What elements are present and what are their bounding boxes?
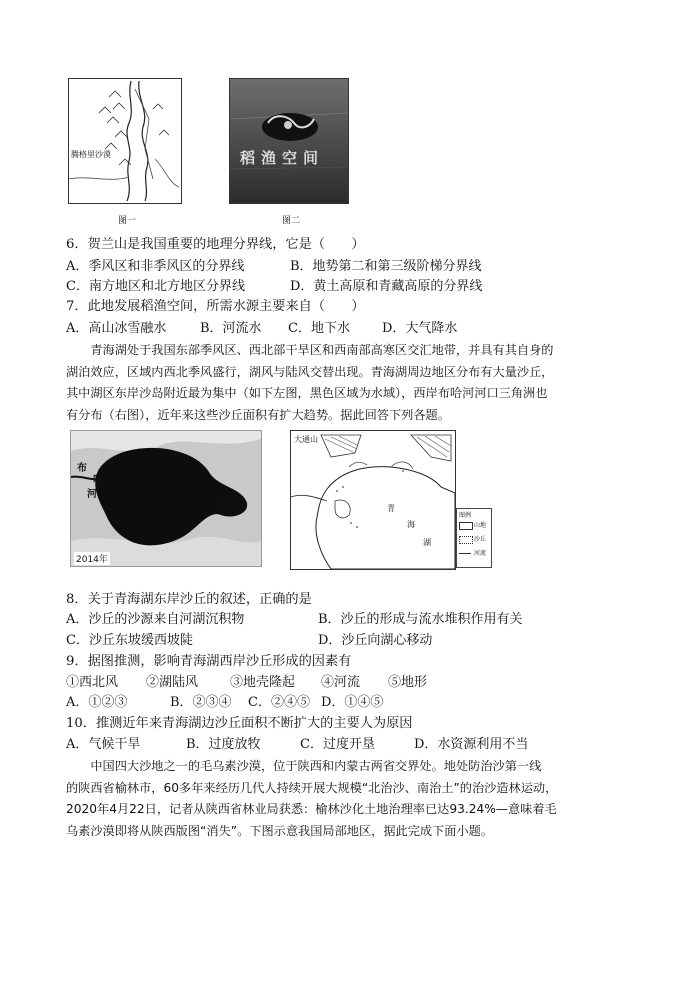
map-label-shadao: 沙岛 [219,501,239,512]
figure-1-caption: 图一 [118,216,137,226]
map-label-datong-shan: 大通山 [294,435,318,444]
question-9-option-b: B．②③④ [170,695,232,710]
question-9-factor-5: ⑤地形 [388,675,428,690]
question-9-option-a: A．①②③ [66,695,128,710]
question-9-factor-3: ③地壳隆起 [230,675,296,690]
legend-river-label: 河流 [474,550,487,557]
map-year-label: 2014年 [74,552,110,565]
maowusu-passage-line: 2020年4月22日，记者从陕西省林业局获悉：榆林沙化土地治理率已达93.24%—意味着毛 [66,802,557,816]
question-10-stem: 10．推测近年来青海湖边沙丘面积不断扩大的主要人为原因 [66,716,413,731]
map-legend [456,508,492,568]
figure-1-place-label: 腾格里沙漠 [71,150,111,159]
qinghai-passage-line: 其中湖区东岸沙岛附近最为集中（如下左图，黑色区域为水域），西岸布哈河河口三角洲也 [66,386,548,400]
question-8-option-c: C．沙丘东坡缓西坡陡 [66,633,193,648]
map-label-lake-2: 海 [407,520,415,529]
question-6-option-a: A．季风区和非季风区的分界线 [66,259,245,274]
figure-1-sketch [69,79,181,203]
question-6-stem: 6．贺兰山是我国重要的地理分界线，它是（ ） [66,237,365,252]
qinghai-passage-line: 青海湖处于我国东部季风区、西北部干旱区和西南部高寒区交汇地带，并具有其自身的 [66,343,554,357]
figure-2-caption: 图二 [282,216,301,226]
question-6-option-b: B．地势第二和第三级阶梯分界线 [290,259,482,274]
sketch-map [291,431,455,569]
map-label-he: 河 [87,489,97,500]
question-9-factor-2: ②湖陆风 [146,675,199,690]
legend-title: 图例 [459,512,472,519]
question-8-stem: 8．关于青海湖东岸沙丘的叙述，正确的是 [66,592,312,607]
question-9-option-d: D．①④⑤ [321,695,384,710]
question-7-option-b: B．河流水 [200,321,262,336]
qinghai-passage [66,340,632,426]
question-8-option-b: B．沙丘的形成与流水堆积作用有关 [318,612,523,627]
question-7-option-c: C．地下水 [288,321,350,336]
qinghai-sketch-map [290,430,456,570]
maowusu-passage-line: 的陕西省榆林市，60多年来经历几代人持续开展大规模“北治沙、南治土”的治沙造林运动， [66,780,558,795]
question-9-stem: 9．据图推测，影响青海湖西岸沙丘形成的因素有 [66,654,352,669]
legend-dune-label: 沙丘 [474,536,487,543]
question-7-option-d: D．大气降水 [382,321,458,336]
question-8-option-a: A．沙丘的沙源来自河湖沉积物 [66,612,245,627]
question-9-factor-1: ①西北风 [66,675,119,690]
figure-1-map [68,78,182,204]
maowusu-passage-line: 中国四大沙地之一的毛乌素沙漠，位于陕西和内蒙古两省交界处。地处防治沙第一线 [66,759,542,773]
legend-mountain-icon [459,522,473,530]
figure-2-field-text: 稻渔空间 [240,149,325,167]
question-7-option-a: A．高山冰雪融水 [66,321,167,336]
question-10-option-a: A．气候干旱 [66,737,141,752]
question-9-option-c: C．②④⑤ [248,695,310,710]
legend-dune-icon [459,536,473,544]
question-8-option-d: D．沙丘向湖心移动 [318,633,433,648]
maowusu-passage-line: 乌素沙漠即将从陕西版图“消失”。下图示意我国局部地区，据此完成下面小题。 [66,823,494,838]
figure-2-image [230,79,348,203]
map-label-lake-3: 湖 [423,538,431,547]
map-label-lake-1: 青 [387,504,395,513]
qinghai-satellite-map [70,430,262,567]
question-9-factor-4: ④河流 [321,675,361,690]
figure-2-photo [229,78,349,204]
maowusu-passage [66,756,632,842]
legend-river-icon [459,553,471,554]
map-label-ha: 哈 [93,475,103,486]
question-6-option-d: D．黄土高原和青藏高原的分界线 [290,279,483,294]
question-10-option-d: D．水资源利用不当 [414,737,529,752]
legend-mountain-label: 山地 [474,522,487,529]
question-10-option-c: C．过度开垦 [300,737,375,752]
question-7-stem: 7．此地发展稻渔空间，所需水源主要来自（ ） [66,299,365,314]
question-6-option-c: C．南方地区和北方地区分界线 [66,279,245,294]
question-10-option-b: B．过度放牧 [186,737,261,752]
map-label-bu: 布 [77,463,87,474]
qinghai-passage-line: 湖泊效应，区域内西北季风盛行，湖风与陆风交替出现。青海湖周边地区分布有大量沙丘， [66,364,554,379]
qinghai-passage-line: 有分布（右图），近年来这些沙丘面积有扩大趋势。据此回答下列各题。 [66,407,450,422]
